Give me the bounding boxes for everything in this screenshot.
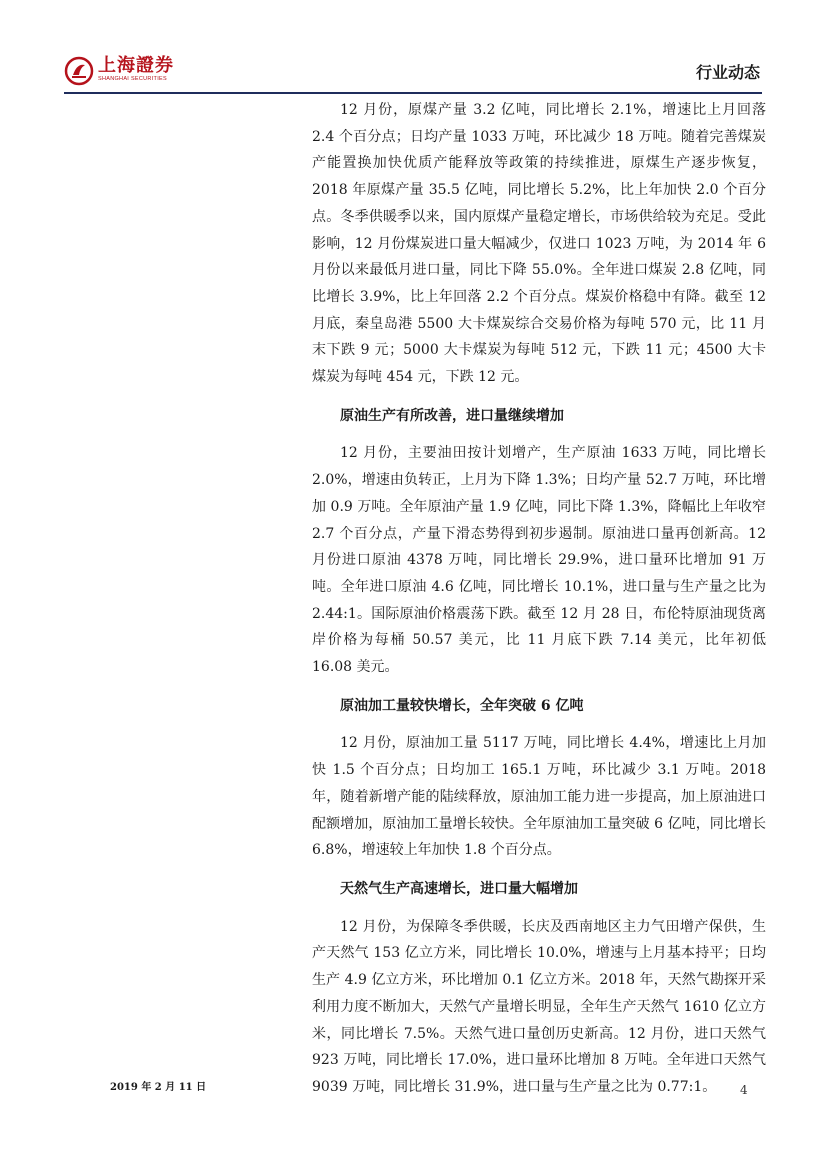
heading-natural-gas: 天然气生产高速增长，进口量大幅增加 [340,880,578,897]
logo-english-name: SHANGHAI SECURITIES [98,76,167,82]
header-divider [64,92,762,94]
page-number: 4 [740,1083,748,1097]
heading-crude-oil-processing: 原油加工量较快增长，全年突破 6 亿吨 [340,697,584,714]
paragraph-oil-processing: 12 月份，原油加工量 5117 万吨，同比增长 4.4%，增速比上月加快 1.5 个百分点；日均加工 165.1 万吨，环比减少 3.1 万吨。2018 年，随着新增产能的陆续释放，原油加工能力进一步提高，加上原油进口配额增加，原油加工量增长较快。全年原油加工量突破 6 亿吨，同比增长 6.8%，增速较上年加快 1.8 个百分点。 [312,735,766,859]
logo-name: 上海證券 [98,55,174,76]
section-title: 行业动态 [695,63,760,82]
heading-crude-oil-production: 原油生产有所改善，进口量继续增加 [340,407,564,424]
paragraph-natural-gas: 12 月份，为保障冬季供暖，长庆及西南地区主力气田增产保供，生产天然气 153 亿立方米，同比增长 10.0%，增速与上月基本持平；日均生产 4.9 亿立方米，环比增加 0.1 亿立方米。2018 年，天然气勘探开采利用力度不断加大，天然气产量增长明显，全年生产天然气 1610 亿立方米，同比增长 7.5%。天然气进口量创历史新高。12 月份，进口天然气 923 万吨，同比增长 17.0%，进口量环比增加 8 万吨。全年进口天然气 9039 万吨，同比增长 31.9%，进口量与生产量之比为 0.77:1。 [312,918,766,1095]
page-header [64,56,762,92]
report-date: 2019 年 2 月 11 日 [110,1082,207,1093]
paragraph-coal: 12 月份，原煤产量 3.2 亿吨，同比增长 2.1%，增速比上月回落 2.4 个百分点；日均产量 1033 万吨，环比减少 18 万吨。随着完善煤炭产能置换加快优质产能释放等政策的持续推进，原煤生产逐步恢复，2018 年原煤产量 35.5 亿吨，同比增长 5.2%，比上年加快 2.0 个百分点。冬季供暖季以来，国内原煤产量稳定增长，市场供给较为充足。受此影响，12 月份煤炭进口量大幅减少，仅进口 1023 万吨，为 2014 年 6 月份以来最低月进口量，同比下降 55.0%。全年进口煤炭 2.8 亿吨，同比增长 3.9%，比上年回落 2.2 个百分点。煤炭价格稳中有降。截至 12 月底，秦皇岛港 5500 大卡煤炭综合交易价格为每吨 570 元，比 11 月末下跌 9 元；5000 大卡煤炭为每吨 512 元，下跌 11 元；4500 大卡煤炭为每吨 454 元，下跌 12 元。 [312,102,766,386]
paragraph-crude-oil: 12 月份，主要油田按计划增产，生产原油 1633 万吨，同比增长 2.0%，增速由负转正，上月为下降 1.3%；日均产量 52.7 万吨，环比增加 0.9 万吨。全年原油产量 1.9 亿吨，同比下降 1.3%，降幅比上年收窄 2.7 个百分点，产量下滑态势得到初步遏制。原油进口量再创新高。12 月份进口原油 4378 万吨，同比增长 29.9%，进口量环比增加 91 万吨。全年进口原油 4.6 亿吨，同比增长 10.1%，进口量与生产量之比为 2.44:1。国际原油价格震荡下跌。截至 12 月 28 日，布伦特原油现货离岸价格为每桶 50.57 美元，比 11 月底下跌 7.14 美元，比年初低 16.08 美元。 [312,445,766,676]
report-body [312,97,766,1113]
logo-emblem-icon [64,56,94,86]
company-logo [64,56,174,86]
